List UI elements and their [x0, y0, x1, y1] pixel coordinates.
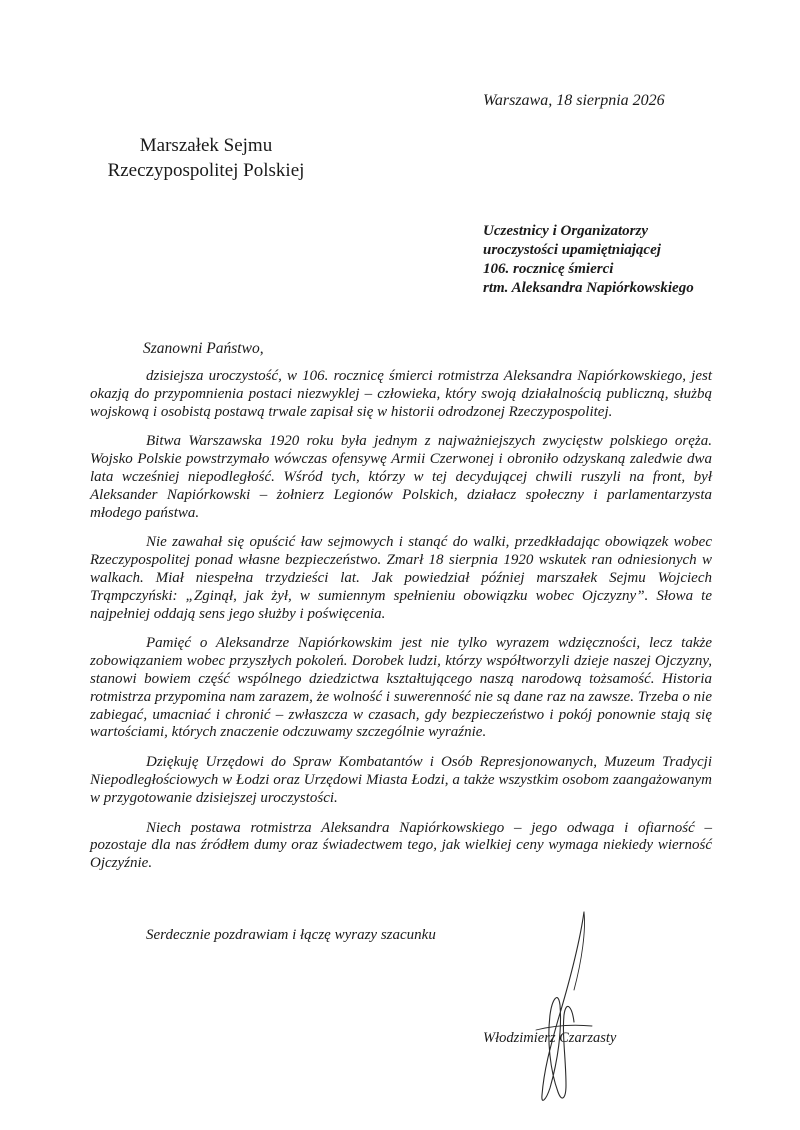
addressee-block — [483, 222, 694, 298]
addressee-line: 106. rocznicę śmierci — [483, 261, 614, 277]
salutation: Szanowni Państwo, — [143, 340, 264, 357]
addressee-line: Uczestnicy i Organizatorzy — [483, 223, 648, 239]
body-paragraph: Dziękuję Urzędowi do Spraw Kombatantów i Osób Represjonowanych, Muzeum Tradycji Niepodległościowych w Łodzi oraz Urzędowi Miasta Łodzi, a także wszystkim osobom zaangażowanym w przygotowanie dzisiejszej uroczystości. — [90, 754, 712, 806]
addressee-line: rtm. Aleksandra Napiórkowskiego — [483, 280, 694, 296]
sender-institution: Rzeczypospolitej Polskiej — [107, 160, 305, 181]
handwritten-signature — [500, 910, 640, 1110]
body-paragraph: Bitwa Warszawska 1920 roku była jednym z najważniejszych zwycięstw polskiego oręża. Wojsko Polskie powstrzymało wówczas ofensywę Armii Czerwonej i obroniło odzyskaną zaledwie dwa lata wcześniej niepodległość. Wśród tych, którzy w tej decydującej chwili ruszyli na front, był Aleksander Napiórkowski – żołnierz Legionów Polskich, działacz społeczny i parlamentarzysta młodego państwa. — [90, 433, 712, 521]
place-date: Warszawa, 18 sierpnia 2026 — [483, 92, 665, 109]
body-paragraph: Pamięć o Aleksandrze Napiórkowskim jest nie tylko wyrazem wdzięczności, lecz także zobowiązaniem wobec przyszłych pokoleń. Dorobek ludzi, którzy współtworzyli dzieje naszej Ojczyzny, stanowi bowiem część wspólnego dziedzictwa kształtującego naszą narodową tożsamość. Historia rotmistrza przypomina nam zarazem, że wolność i suwerenność nie są dane raz na zawsze. Trzeba o nie zabiegać, umacniać i chronić – zwłaszcza w czasach, gdy bezpieczeństwo i pokój ponownie stają się wartościami, których znaczenie odczuwamy szczególnie wyraźnie. — [90, 635, 712, 741]
letter-body — [90, 368, 712, 885]
body-paragraph: dzisiejsza uroczystość, w 106. rocznicę śmierci rotmistrza Aleksandra Napiórkowskiego, jest okazją do przypomnienia postaci niezwyklej – człowieka, który swoją działalnością publiczną, służbą wojskową i osobistą postawą trwale zapisał się w historii odrodzonej Rzeczypospolitej. — [90, 368, 712, 420]
closing-line: Serdecznie pozdrawiam i łączę wyrazy szacunku — [146, 927, 436, 943]
signatory-name: Włodzimierz Czarzasty — [483, 1030, 617, 1046]
body-paragraph: Niech postawa rotmistrza Aleksandra Napiórkowskiego – jego odwaga i ofiarność – pozostaje dla nas źródłem dumy oraz świadectwem tego, jak wielkiej ceny wymaga niekiedy wierność Ojczyźnie. — [90, 819, 712, 872]
sender-block — [76, 133, 336, 183]
addressee-line: uroczystości upamiętniającej — [483, 242, 661, 258]
sender-title: Marszałek Sejmu — [139, 135, 273, 156]
body-paragraph: Nie zawahał się opuścić ław sejmowych i stanąć do walki, przedkładając obowiązek wobec Rzeczypospolitej ponad własne bezpieczeństwo. Zmarł 18 sierpnia 1920 wskutek ran odniesionych w walkach. Miał niespełna trzydzieści lat. Jak powiedział później marszałek Sejmu Wojciech Trąmpczyński: „Zginął, jak żył, w sumiennym spełnieniu obowiązku wobec Ojczyzny”. Słowa te najpełniej oddają sens jego służby i poświęcenia. — [90, 534, 712, 622]
